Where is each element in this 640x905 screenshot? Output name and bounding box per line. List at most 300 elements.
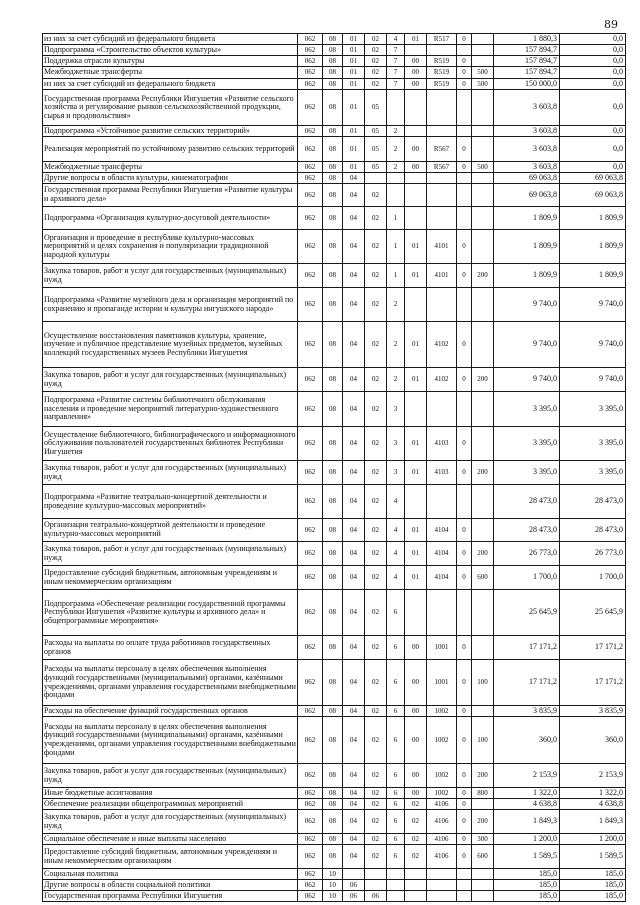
code-cell xyxy=(427,392,457,427)
code-cell: 02 xyxy=(365,427,387,461)
code-cell: 4 xyxy=(387,542,405,566)
table-row xyxy=(43,660,626,706)
code-cell: 04 xyxy=(343,706,365,717)
code-cell xyxy=(365,173,387,184)
code-cell: 02 xyxy=(405,845,427,869)
code-cell: 01 xyxy=(343,126,365,137)
code-cell: 08 xyxy=(323,764,343,788)
amount-year-1: 1 849,3 xyxy=(494,810,560,834)
amount-year-1: 185,0 xyxy=(494,869,560,880)
row-name: Расходы на выплаты по оплате труда работников государственных органов xyxy=(43,636,298,660)
code-cell: 2 xyxy=(387,162,405,173)
code-cell: 0 xyxy=(457,845,472,869)
code-cell: 1001 xyxy=(427,660,457,706)
code-cell: 062 xyxy=(298,322,323,368)
amount-year-1: 28 473,0 xyxy=(494,519,560,542)
code-cell: 00 xyxy=(405,79,427,90)
code-cell xyxy=(472,519,494,542)
amount-year-1: 157 894,7 xyxy=(494,56,560,67)
page-number: 89 xyxy=(604,18,618,31)
code-cell: 7 xyxy=(387,45,405,56)
amount-year-2: 1 809,9 xyxy=(560,230,626,264)
amount-year-1: 1 880,3 xyxy=(494,34,560,45)
amount-year-1: 3 395,0 xyxy=(494,461,560,485)
table-row xyxy=(43,566,626,590)
code-cell: 6 xyxy=(387,660,405,706)
code-cell: 4102 xyxy=(427,322,457,368)
code-cell: 062 xyxy=(298,264,323,288)
code-cell: 062 xyxy=(298,717,323,764)
code-cell xyxy=(405,880,427,891)
amount-year-2: 0,0 xyxy=(560,126,626,137)
amount-year-1: 69 063,8 xyxy=(494,173,560,184)
code-cell: 02 xyxy=(365,207,387,230)
amount-year-2: 69 063,8 xyxy=(560,184,626,207)
table-row xyxy=(43,590,626,636)
amount-year-2: 2 153,9 xyxy=(560,764,626,788)
amount-year-2: 3 395,0 xyxy=(560,392,626,427)
row-name: Поддержка отрасли культуры xyxy=(43,56,298,67)
code-cell xyxy=(427,590,457,636)
table-row xyxy=(43,636,626,660)
row-name: Расходы на выплаты персоналу в целях обеспечения выполнения функций государственными (муниципальными) органами, казёнными учреждениями, органами управления государственными внебюджетными фондами xyxy=(43,660,298,706)
amount-year-2: 0,0 xyxy=(560,162,626,173)
code-cell: 1002 xyxy=(427,717,457,764)
row-name: Межбюджетные трансферты xyxy=(43,162,298,173)
code-cell: R567 xyxy=(427,137,457,162)
row-name: Закупка товаров, работ и услуг для государственных (муниципальных) нужд xyxy=(43,542,298,566)
code-cell: 062 xyxy=(298,810,323,834)
code-cell xyxy=(405,207,427,230)
code-cell: 01 xyxy=(343,45,365,56)
code-cell: 062 xyxy=(298,34,323,45)
code-cell: 08 xyxy=(323,519,343,542)
code-cell: 10 xyxy=(323,891,343,902)
code-cell: 4106 xyxy=(427,845,457,869)
code-cell: 4106 xyxy=(427,834,457,845)
code-cell: 2 xyxy=(387,137,405,162)
code-cell: 6 xyxy=(387,788,405,799)
code-cell: 6 xyxy=(387,810,405,834)
code-cell: R567 xyxy=(427,162,457,173)
code-cell: 0 xyxy=(457,660,472,706)
code-cell: 02 xyxy=(365,788,387,799)
code-cell: 02 xyxy=(365,67,387,79)
row-name: Осуществление восстановления памятников культуры, хранение, изучение и публичное представление музейных предметов, музейных коллекций государственных музеев Республики Ингушетия xyxy=(43,322,298,368)
code-cell: 4106 xyxy=(427,799,457,810)
code-cell xyxy=(457,126,472,137)
code-cell: 1002 xyxy=(427,788,457,799)
code-cell: 062 xyxy=(298,368,323,392)
code-cell: 062 xyxy=(298,891,323,902)
code-cell: 02 xyxy=(365,368,387,392)
amount-year-1: 3 603,8 xyxy=(494,137,560,162)
code-cell: 08 xyxy=(323,56,343,67)
code-cell: 04 xyxy=(343,427,365,461)
code-cell: 062 xyxy=(298,288,323,322)
amount-year-2: 3 395,0 xyxy=(560,427,626,461)
code-cell: 10 xyxy=(323,880,343,891)
code-cell: R519 xyxy=(427,67,457,79)
code-cell: 05 xyxy=(365,90,387,126)
code-cell: 08 xyxy=(323,126,343,137)
code-cell xyxy=(387,173,405,184)
table-row xyxy=(43,706,626,717)
code-cell: 02 xyxy=(405,799,427,810)
code-cell: 062 xyxy=(298,162,323,173)
amount-year-1: 1 700,0 xyxy=(494,566,560,590)
code-cell: 04 xyxy=(343,519,365,542)
table-row xyxy=(43,34,626,45)
code-cell: 01 xyxy=(343,67,365,79)
code-cell: 02 xyxy=(365,184,387,207)
code-cell: 08 xyxy=(323,566,343,590)
code-cell xyxy=(472,34,494,45)
code-cell: 3 xyxy=(387,427,405,461)
row-name: Другие вопросы в области социальной политики xyxy=(43,880,298,891)
code-cell: 6 xyxy=(387,764,405,788)
row-name: Подпрограмма «Развитие системы библиотечного обслуживания населения и проведение мероприятий литературно-художественного направления» xyxy=(43,392,298,427)
amount-year-2: 28 473,0 xyxy=(560,519,626,542)
code-cell: 0 xyxy=(457,461,472,485)
amount-year-2: 1 322,0 xyxy=(560,788,626,799)
amount-year-1: 3 395,0 xyxy=(494,392,560,427)
row-name: Предоставление субсидий бюджетным, автономным учреждениям и иным некоммерческим организациям xyxy=(43,566,298,590)
amount-year-1: 28 473,0 xyxy=(494,485,560,519)
code-cell: 01 xyxy=(405,368,427,392)
amount-year-1: 17 171,2 xyxy=(494,636,560,660)
row-name: Подпрограмма «Строительство объектов культуры» xyxy=(43,45,298,56)
code-cell: 05 xyxy=(365,137,387,162)
code-cell xyxy=(427,880,457,891)
code-cell: 062 xyxy=(298,590,323,636)
row-name: Подпрограмма «Развитие музейного дела и организация мероприятий по сохранению и пропаганде истории и культуры ингушского народа» xyxy=(43,288,298,322)
code-cell xyxy=(472,891,494,902)
row-name: Межбюджетные трансферты xyxy=(43,67,298,79)
code-cell: 08 xyxy=(323,810,343,834)
code-cell xyxy=(427,869,457,880)
amount-year-1: 1 200,0 xyxy=(494,834,560,845)
code-cell: 062 xyxy=(298,834,323,845)
table-row xyxy=(43,67,626,79)
code-cell: 6 xyxy=(387,636,405,660)
code-cell: 02 xyxy=(365,706,387,717)
code-cell: 7 xyxy=(387,56,405,67)
table-row xyxy=(43,519,626,542)
code-cell: 4103 xyxy=(427,427,457,461)
code-cell: 062 xyxy=(298,788,323,799)
code-cell: 500 xyxy=(472,79,494,90)
code-cell xyxy=(427,184,457,207)
code-cell: 0 xyxy=(457,67,472,79)
code-cell: 04 xyxy=(343,717,365,764)
code-cell: 062 xyxy=(298,485,323,519)
amount-year-1: 9 740,0 xyxy=(494,322,560,368)
code-cell: 4101 xyxy=(427,264,457,288)
code-cell: 800 xyxy=(472,788,494,799)
code-cell: 1002 xyxy=(427,764,457,788)
code-cell: 6 xyxy=(387,590,405,636)
row-name: Государственная программа Республики Ингушетия xyxy=(43,891,298,902)
code-cell: 08 xyxy=(323,137,343,162)
amount-year-1: 1 809,9 xyxy=(494,230,560,264)
code-cell: R517 xyxy=(427,34,457,45)
code-cell: 062 xyxy=(298,799,323,810)
code-cell xyxy=(472,799,494,810)
table-row xyxy=(43,45,626,56)
code-cell: 062 xyxy=(298,79,323,90)
code-cell: 02 xyxy=(365,79,387,90)
amount-year-2: 1 849,3 xyxy=(560,810,626,834)
table-row xyxy=(43,90,626,126)
amount-year-1: 150 000,0 xyxy=(494,79,560,90)
code-cell: 08 xyxy=(323,845,343,869)
code-cell xyxy=(405,90,427,126)
row-name: Подпрограмма «Устойчивое развитие сельских территорий» xyxy=(43,126,298,137)
code-cell: 04 xyxy=(343,207,365,230)
row-name: Подпрограмма «Организация культурно-досуговой деятельности» xyxy=(43,207,298,230)
code-cell: 04 xyxy=(343,392,365,427)
code-cell xyxy=(457,590,472,636)
code-cell: 4103 xyxy=(427,461,457,485)
code-cell: 4106 xyxy=(427,810,457,834)
row-name: Предоставление субсидий бюджетным, автономным учреждениям и иным некоммерческим организациям xyxy=(43,845,298,869)
row-name: Реализация мероприятий по устойчивому развитию сельских территорий xyxy=(43,137,298,162)
row-name: Закупка товаров, работ и услуг для государственных (муниципальных) нужд xyxy=(43,368,298,392)
table-row xyxy=(43,264,626,288)
code-cell: 08 xyxy=(323,636,343,660)
amount-year-1: 185,0 xyxy=(494,891,560,902)
row-name: Расходы на обеспечение функций государственных органов xyxy=(43,706,298,717)
code-cell: 02 xyxy=(365,264,387,288)
code-cell: 1002 xyxy=(427,706,457,717)
code-cell xyxy=(457,173,472,184)
code-cell: 00 xyxy=(405,660,427,706)
code-cell xyxy=(472,137,494,162)
amount-year-1: 1 809,9 xyxy=(494,264,560,288)
code-cell: 08 xyxy=(323,485,343,519)
code-cell: 04 xyxy=(343,788,365,799)
code-cell xyxy=(405,184,427,207)
code-cell: 01 xyxy=(343,56,365,67)
code-cell: 01 xyxy=(343,90,365,126)
code-cell: 08 xyxy=(323,660,343,706)
table-row xyxy=(43,869,626,880)
amount-year-2: 4 638,8 xyxy=(560,799,626,810)
code-cell: 6 xyxy=(387,706,405,717)
code-cell: 02 xyxy=(365,288,387,322)
table-row xyxy=(43,392,626,427)
code-cell xyxy=(405,891,427,902)
amount-year-2: 3 395,0 xyxy=(560,461,626,485)
code-cell: 1 xyxy=(387,230,405,264)
code-cell: 02 xyxy=(365,636,387,660)
row-name: Закупка товаров, работ и услуг для государственных (муниципальных) нужд xyxy=(43,461,298,485)
table-row xyxy=(43,845,626,869)
row-name: Государственная программа Республики Ингушетия «Развитие культуры и архивного дела» xyxy=(43,184,298,207)
code-cell xyxy=(427,288,457,322)
code-cell: 0 xyxy=(457,79,472,90)
code-cell: 01 xyxy=(405,230,427,264)
amount-year-1: 157 894,7 xyxy=(494,45,560,56)
code-cell: 04 xyxy=(343,322,365,368)
amount-year-2: 0,0 xyxy=(560,137,626,162)
code-cell: 08 xyxy=(323,427,343,461)
code-cell: 1 xyxy=(387,264,405,288)
code-cell: 4104 xyxy=(427,566,457,590)
code-cell: 0 xyxy=(457,322,472,368)
code-cell xyxy=(472,636,494,660)
table-row xyxy=(43,79,626,90)
code-cell xyxy=(387,184,405,207)
code-cell: 02 xyxy=(365,590,387,636)
amount-year-2: 0,0 xyxy=(560,90,626,126)
code-cell: 08 xyxy=(323,590,343,636)
code-cell: 04 xyxy=(343,542,365,566)
code-cell: 6 xyxy=(387,845,405,869)
code-cell: 06 xyxy=(365,891,387,902)
code-cell: 02 xyxy=(365,56,387,67)
code-cell: 0 xyxy=(457,34,472,45)
code-cell: 01 xyxy=(343,137,365,162)
table-row xyxy=(43,184,626,207)
code-cell: 04 xyxy=(343,368,365,392)
code-cell: 1001 xyxy=(427,636,457,660)
code-cell: 1 xyxy=(387,207,405,230)
code-cell xyxy=(427,485,457,519)
amount-year-1: 185,0 xyxy=(494,880,560,891)
code-cell: R519 xyxy=(427,79,457,90)
code-cell: 04 xyxy=(343,636,365,660)
code-cell xyxy=(472,288,494,322)
code-cell: 08 xyxy=(323,184,343,207)
code-cell: 02 xyxy=(365,542,387,566)
code-cell: 04 xyxy=(343,799,365,810)
code-cell: 08 xyxy=(323,788,343,799)
code-cell xyxy=(343,869,365,880)
code-cell: 04 xyxy=(343,810,365,834)
code-cell: 200 xyxy=(472,542,494,566)
code-cell: 062 xyxy=(298,542,323,566)
code-cell: 0 xyxy=(457,162,472,173)
row-name: Закупка товаров, работ и услуг для государственных (муниципальных) нужд xyxy=(43,810,298,834)
code-cell: 500 xyxy=(472,162,494,173)
code-cell: 4 xyxy=(387,566,405,590)
code-cell: 4104 xyxy=(427,519,457,542)
code-cell: 02 xyxy=(405,810,427,834)
code-cell: 08 xyxy=(323,207,343,230)
table-row xyxy=(43,126,626,137)
code-cell xyxy=(405,45,427,56)
table-row xyxy=(43,891,626,902)
code-cell: 500 xyxy=(472,67,494,79)
code-cell: 01 xyxy=(405,264,427,288)
row-name: Социальное обеспечение и иные выплаты населению xyxy=(43,834,298,845)
amount-year-2: 0,0 xyxy=(560,45,626,56)
table-row xyxy=(43,56,626,67)
row-name: Подпрограмма «Развитие театрально-концертной деятельности и проведение культурно-массовых мероприятий» xyxy=(43,485,298,519)
code-cell: 2 xyxy=(387,126,405,137)
code-cell xyxy=(472,322,494,368)
code-cell xyxy=(387,869,405,880)
code-cell: 0 xyxy=(457,230,472,264)
table-row xyxy=(43,207,626,230)
code-cell: 0 xyxy=(457,566,472,590)
code-cell: 4102 xyxy=(427,368,457,392)
code-cell: 00 xyxy=(405,706,427,717)
amount-year-2: 3 835,9 xyxy=(560,706,626,717)
table-row xyxy=(43,162,626,173)
code-cell xyxy=(427,207,457,230)
code-cell xyxy=(472,392,494,427)
code-cell: 4 xyxy=(387,34,405,45)
code-cell xyxy=(405,173,427,184)
amount-year-2: 9 740,0 xyxy=(560,368,626,392)
code-cell: 02 xyxy=(365,322,387,368)
code-cell: 08 xyxy=(323,322,343,368)
code-cell xyxy=(405,485,427,519)
code-cell: 08 xyxy=(323,706,343,717)
code-cell xyxy=(472,207,494,230)
code-cell: 0 xyxy=(457,706,472,717)
code-cell xyxy=(365,880,387,891)
amount-year-2: 0,0 xyxy=(560,34,626,45)
amount-year-2: 360,0 xyxy=(560,717,626,764)
code-cell: 062 xyxy=(298,880,323,891)
table-row xyxy=(43,788,626,799)
code-cell xyxy=(427,90,457,126)
row-name: Подпрограмма «Обеспечение реализации государственной программы Республики Ингушетия «Развитие культуры и архивного дела» и общепрограммные мероприятия» xyxy=(43,590,298,636)
code-cell: 05 xyxy=(365,162,387,173)
code-cell: 0 xyxy=(457,636,472,660)
code-cell: 02 xyxy=(365,566,387,590)
code-cell: 05 xyxy=(365,126,387,137)
code-cell xyxy=(457,392,472,427)
code-cell: 062 xyxy=(298,461,323,485)
code-cell xyxy=(472,880,494,891)
code-cell xyxy=(457,90,472,126)
amount-year-1: 1 322,0 xyxy=(494,788,560,799)
code-cell: 0 xyxy=(457,264,472,288)
row-name: из них за счет субсидий из федерального бюджета xyxy=(43,79,298,90)
amount-year-1: 9 740,0 xyxy=(494,288,560,322)
table-row xyxy=(43,717,626,764)
code-cell: 08 xyxy=(323,45,343,56)
amount-year-2: 185,0 xyxy=(560,880,626,891)
code-cell: 0 xyxy=(457,799,472,810)
code-cell: 0 xyxy=(457,427,472,461)
code-cell: 4104 xyxy=(427,542,457,566)
amount-year-2: 0,0 xyxy=(560,79,626,90)
code-cell: 300 xyxy=(472,834,494,845)
code-cell xyxy=(472,869,494,880)
code-cell: 4101 xyxy=(427,230,457,264)
code-cell: 08 xyxy=(323,542,343,566)
code-cell xyxy=(457,869,472,880)
code-cell: 062 xyxy=(298,126,323,137)
code-cell: 0 xyxy=(457,834,472,845)
table-row xyxy=(43,485,626,519)
code-cell: 4 xyxy=(387,519,405,542)
code-cell: 01 xyxy=(405,519,427,542)
code-cell xyxy=(387,891,405,902)
code-cell xyxy=(405,869,427,880)
row-name: Организация театрально-концертной деятельности и проведение культурно-массовых мероприятий xyxy=(43,519,298,542)
code-cell xyxy=(457,184,472,207)
row-name: Закупка товаров, работ и услуг для государственных (муниципальных) нужд xyxy=(43,764,298,788)
code-cell: 7 xyxy=(387,67,405,79)
code-cell xyxy=(427,126,457,137)
